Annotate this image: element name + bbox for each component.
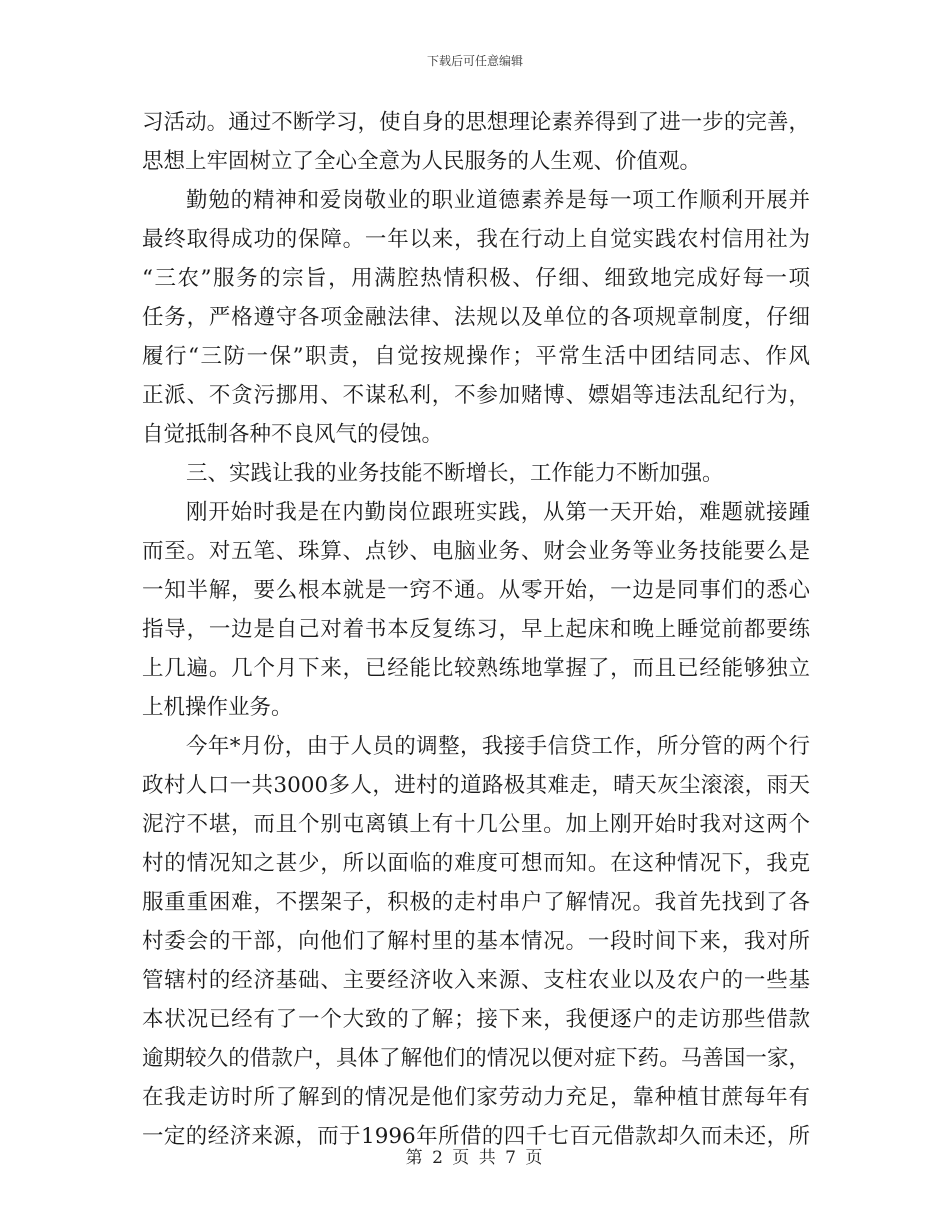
body-text-line: 思想上牢固树立了全心全意为人民服务的人生观、价值观。	[142, 149, 702, 174]
body-text-line: 上几遍。几个月下来，已经能比较熟练地掌握了，而且已经能够独立	[142, 656, 810, 681]
body-text-line: 本状况已经有了一个大致的了解；接下来，我便逐户的走访那些借款	[142, 1007, 810, 1032]
body-text-line: 指导，一边是自己对着书本反复练习，早上起床和晚上睡觉前都要练	[142, 617, 810, 642]
body-text-line: 习活动。通过不断学习，使自身的思想理论素养得到了进一步的完善，	[142, 110, 810, 135]
body-text-line: 今年*月份，由于人员的调整，我接手信贷工作，所分管的两个行	[186, 734, 810, 759]
body-text-line: 刚开始时我是在内勤岗位跟班实践，从第一天开始，难题就接踵	[186, 500, 810, 525]
body-text-line: “三农”服务的宗旨，用满腔热情积极、仔细、细致地完成好每一项	[142, 266, 810, 291]
body-text-line: 三、实践让我的业务技能不断增长，工作能力不断加强。	[186, 461, 724, 486]
body-text-line: 而至。对五笔、珠算、点钞、电脑业务、财会业务等业务技能要么是	[142, 539, 810, 564]
document-body	[142, 103, 810, 1156]
body-text-line: 任务，严格遵守各项金融法律、法规以及单位的各项规章制度，仔细	[142, 305, 810, 330]
page-number-footer: 第 2 页 共 7 页	[405, 1148, 545, 1168]
body-text-line: 最终取得成功的保障。一年以来，我在行动上自觉实践农村信用社为	[142, 227, 810, 252]
body-text-line: 正派、不贪污挪用、不谋私利，不参加赌博、嫖娼等违法乱纪行为，	[142, 383, 810, 408]
body-text-line: 履行“三防一保”职责，自觉按规操作；平常生活中团结同志、作风	[142, 344, 810, 369]
body-text-line: 勤勉的精神和爱岗敬业的职业道德素养是每一项工作顺利开展并	[186, 188, 810, 213]
body-text-line: 逾期较久的借款户，具体了解他们的情况以便对症下药。马善国一家，	[142, 1046, 810, 1071]
body-text-line: 服重重困难，不摆架子，积极的走村串户了解情况。我首先找到了各	[142, 890, 810, 915]
body-text-line: 一知半解，要么根本就是一窍不通。从零开始，一边是同事们的悉心	[142, 578, 810, 603]
body-text-line: 一定的经济来源，而于1996年所借的四千七百元借款却久而未还，所	[142, 1124, 810, 1149]
body-text-line: 在我走访时所了解到的情况是他们家劳动力充足，靠种植甘蔗每年有	[142, 1085, 810, 1110]
body-text-line: 管辖村的经济基础、主要经济收入来源、支柱农业以及农户的一些基	[142, 968, 810, 993]
body-text-line: 泥泞不堪，而且个别屯离镇上有十几公里。加上刚开始时我对这两个	[142, 812, 810, 837]
body-text-line: 村委会的干部，向他们了解村里的基本情况。一段时间下来，我对所	[142, 929, 810, 954]
body-text-line: 上机操作业务。	[142, 695, 293, 720]
body-text-line: 自觉抵制各种不良风气的侵蚀。	[142, 422, 444, 447]
body-text-line: 政村人口一共3000多人，进村的道路极其难走，晴天灰尘滚滚，雨天	[142, 773, 810, 798]
page-header: 下载后可任意编辑	[426, 54, 523, 68]
body-text-line: 村的情况知之甚少，所以面临的难度可想而知。在这种情况下，我克	[142, 851, 810, 876]
